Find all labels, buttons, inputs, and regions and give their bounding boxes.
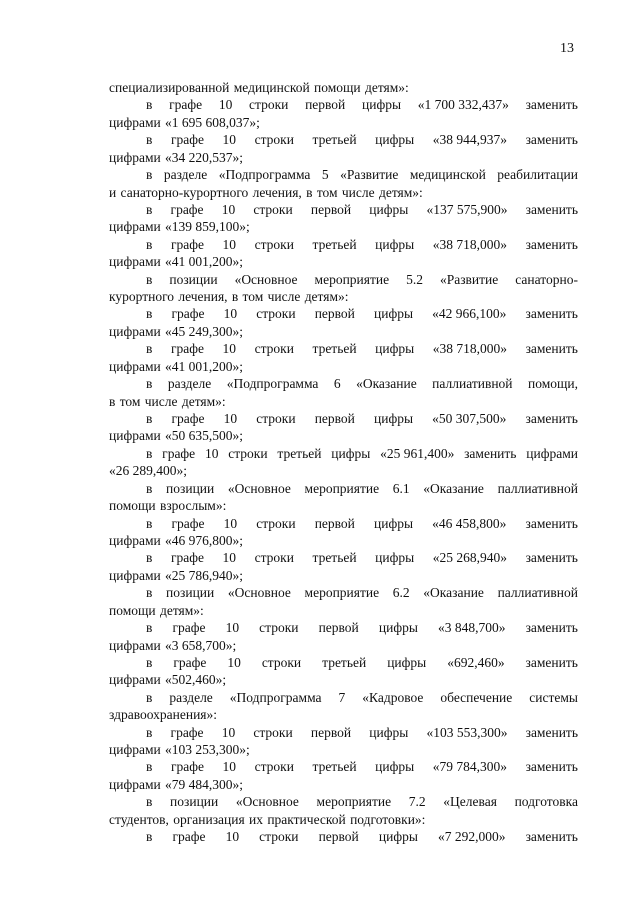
word: в	[146, 376, 153, 392]
text-line	[109, 96, 578, 113]
text-line	[109, 271, 578, 288]
word: мероприятие	[314, 271, 390, 287]
word: том	[316, 184, 338, 200]
text-line	[109, 793, 578, 810]
word: «26 289,400»;	[109, 463, 188, 479]
word: позиции	[169, 271, 218, 287]
word: «Основное	[227, 480, 291, 496]
word: заменить	[525, 132, 578, 148]
word: «103 253,300»;	[165, 742, 250, 758]
text-line	[109, 253, 578, 270]
word: 10	[222, 341, 237, 357]
word: заменить	[525, 411, 578, 427]
word: заменить	[525, 306, 578, 322]
word: специализированной	[109, 80, 230, 95]
word: детям»:	[159, 602, 204, 618]
word: цифрами	[109, 637, 161, 653]
word: 5	[321, 167, 329, 183]
word: третьей	[312, 132, 357, 148]
word: числе	[267, 289, 301, 305]
word: «103 553,300»	[426, 724, 508, 740]
word: строки	[228, 445, 268, 461]
word: в	[146, 411, 153, 427]
word: «38 718,000»	[432, 236, 507, 252]
word: паллиативной	[497, 480, 578, 496]
word: «502,460»;	[165, 672, 227, 688]
word: разделе	[167, 376, 212, 392]
word: 10	[223, 515, 238, 531]
word: «42 966,100»	[432, 306, 507, 322]
word: заменить	[525, 236, 578, 252]
word: 10	[222, 236, 237, 252]
word: в	[146, 585, 153, 601]
word: графе	[172, 620, 206, 636]
word: 10	[222, 550, 237, 566]
word: 10	[222, 759, 237, 775]
word: третьей	[322, 654, 367, 670]
word: 10	[221, 724, 236, 740]
word: графе	[171, 515, 205, 531]
word: третьей	[312, 550, 357, 566]
word: мероприятие	[304, 585, 380, 601]
word: «137 575,900»	[426, 201, 508, 217]
word: детям»:	[364, 80, 409, 95]
word: заменить	[525, 515, 578, 531]
word: 10	[223, 306, 238, 322]
word: здравоохранения»:	[109, 707, 218, 723]
word: графе	[169, 97, 203, 113]
word: 5.2	[406, 271, 423, 287]
text-line	[109, 445, 578, 462]
word: «Основное	[235, 794, 299, 810]
word: «Подпрограмма	[229, 689, 322, 705]
word: «Основное	[234, 271, 298, 287]
word: цифры	[374, 411, 414, 427]
word: «45 249,300»;	[165, 323, 244, 339]
word: цифрами	[109, 254, 161, 270]
word: реабилитации	[497, 167, 578, 183]
word: и	[109, 184, 117, 200]
word: паллиативной	[497, 585, 578, 601]
text-line	[109, 166, 578, 183]
word: строки	[254, 132, 294, 148]
word: 10	[225, 829, 240, 845]
text-line	[109, 218, 578, 235]
text-line	[109, 393, 578, 410]
word: 10	[225, 620, 240, 636]
word: подготовка	[514, 794, 578, 810]
word: позиции	[170, 794, 219, 810]
word: в	[146, 306, 153, 322]
word: обеспечение	[440, 689, 513, 705]
word: первой	[314, 515, 355, 531]
word: 6	[333, 376, 341, 392]
word: цифры	[378, 829, 418, 845]
text-line	[109, 776, 578, 793]
word: в	[146, 97, 153, 113]
word: «3 658,700»;	[165, 637, 237, 653]
text-line	[109, 184, 578, 201]
word: в	[146, 689, 153, 705]
word: в	[146, 132, 153, 148]
word: «34 220,537»;	[165, 149, 244, 165]
word: в	[146, 445, 153, 461]
text-line	[109, 741, 578, 758]
word: в	[146, 341, 153, 357]
word: детям»:	[181, 393, 226, 409]
word: «Основное	[227, 585, 291, 601]
word: графе	[173, 654, 207, 670]
word: в	[146, 201, 153, 217]
word: заменить	[525, 620, 578, 636]
word: цифрами	[109, 532, 161, 548]
word: цифрами	[109, 114, 161, 130]
word: 10	[218, 97, 233, 113]
word: 10	[227, 654, 241, 670]
word: курортного	[109, 289, 175, 305]
word: цифрами	[109, 149, 161, 165]
word: графе	[172, 829, 206, 845]
word: санаторно-курортного	[120, 184, 249, 200]
text-line	[109, 567, 578, 584]
word: в	[146, 620, 153, 636]
word: первой	[310, 724, 352, 740]
document-body	[109, 79, 578, 846]
word: «79 784,300»	[432, 759, 507, 775]
text-line	[109, 236, 578, 253]
word: мероприятие	[304, 480, 380, 496]
word: «50 635,500»;	[165, 428, 244, 444]
word: «1 700 332,437»	[417, 97, 509, 113]
word: подготовки»:	[350, 811, 426, 827]
word: графе	[170, 132, 204, 148]
word: организация	[173, 811, 245, 827]
text-line	[109, 201, 578, 218]
word: паллиативной	[432, 376, 513, 392]
word: «46 458,800»	[432, 515, 507, 531]
text-line	[109, 480, 578, 497]
word: цифры	[362, 97, 402, 113]
word: в	[231, 289, 239, 305]
word: 10	[223, 411, 238, 427]
text-line	[109, 584, 578, 601]
word: помощи	[109, 602, 156, 618]
text-line	[109, 427, 578, 444]
word: том	[242, 289, 264, 305]
word: строки	[249, 97, 289, 113]
word: «692,460»	[447, 654, 505, 670]
word: «3 848,700»	[437, 620, 506, 636]
text-line	[109, 497, 578, 514]
word: цифры	[375, 341, 415, 357]
word: графе	[170, 201, 204, 217]
page-number: 13	[560, 41, 574, 56]
word: цифры	[387, 654, 427, 670]
word: строки	[256, 306, 296, 322]
word: цифры	[378, 620, 418, 636]
word: помощи,	[527, 376, 578, 392]
word: 7.2	[408, 794, 426, 810]
word: числе	[144, 393, 178, 409]
text-line	[109, 149, 578, 166]
text-line	[109, 375, 578, 392]
word: медицинской	[409, 167, 486, 183]
word: заменить	[464, 445, 517, 461]
word: «Развитие	[340, 167, 399, 183]
word: «Целевая	[443, 794, 497, 810]
text-line	[109, 706, 578, 723]
word: «Оказание	[423, 585, 484, 601]
word: заменить	[525, 759, 578, 775]
word: «79 484,300»;	[165, 776, 244, 792]
word: в	[146, 654, 153, 670]
word: «25 786,940»;	[165, 567, 244, 583]
word: взрослым»:	[159, 498, 227, 514]
text-line	[109, 671, 578, 688]
word: строки	[259, 829, 299, 845]
word: 7	[338, 689, 346, 705]
word: цифры	[375, 132, 415, 148]
word: строки	[256, 515, 296, 531]
word: медицинской	[233, 80, 310, 95]
word: цифры	[374, 515, 414, 531]
word: цифры	[375, 759, 415, 775]
word: заменить	[525, 654, 578, 670]
word: цифры	[374, 306, 414, 322]
word: 10	[221, 201, 236, 217]
text-line	[109, 689, 578, 706]
word: санаторно-	[515, 271, 578, 287]
word: «Подпрограмма	[218, 167, 311, 183]
word: графе	[170, 724, 204, 740]
text-line	[109, 811, 578, 828]
text-line	[109, 131, 578, 148]
word: в	[146, 236, 153, 252]
text-line	[109, 549, 578, 566]
word: позиции	[166, 585, 215, 601]
text-line	[109, 828, 578, 845]
word: «Оказание	[356, 376, 417, 392]
word: помощи	[109, 498, 156, 514]
word: лечения,	[178, 289, 228, 305]
word: цифрами	[109, 358, 161, 374]
word: третьей	[312, 759, 357, 775]
text-line	[109, 358, 578, 375]
word: разделе	[169, 689, 213, 705]
word: «Подпрограмма	[226, 376, 319, 392]
word: в	[146, 724, 153, 740]
text-line	[109, 654, 578, 671]
word: «41 001,200»;	[165, 358, 244, 374]
word: «Оказание	[423, 480, 484, 496]
word: заменить	[525, 341, 578, 357]
word: третьей	[277, 445, 322, 461]
word: 6.2	[392, 585, 410, 601]
word: в	[146, 167, 153, 183]
word: строки	[253, 724, 293, 740]
word: «1 695 608,037»;	[165, 114, 260, 130]
word: строки	[253, 201, 293, 217]
word: «Кадровое	[362, 689, 424, 705]
word: 10	[222, 132, 237, 148]
word: графе	[170, 759, 204, 775]
text-line	[109, 637, 578, 654]
word: в	[146, 829, 153, 845]
word: строки	[254, 236, 294, 252]
text-line	[109, 758, 578, 775]
word: цифрами	[109, 776, 161, 792]
word: детям»:	[304, 289, 349, 305]
word: «41 001,200»;	[165, 254, 244, 270]
word: третьей	[312, 236, 357, 252]
text-line	[109, 532, 578, 549]
word: первой	[310, 201, 352, 217]
text-line	[109, 724, 578, 741]
word: «50 307,500»	[432, 411, 507, 427]
word: в	[146, 759, 153, 775]
word: «46 976,800»;	[165, 532, 244, 548]
word: первой	[314, 306, 355, 322]
word: цифрами	[109, 672, 161, 688]
word: заменить	[525, 829, 578, 845]
text-line	[109, 288, 578, 305]
word: первой	[305, 97, 346, 113]
word: 10	[204, 445, 219, 461]
word: строки	[254, 550, 294, 566]
word: цифрами	[526, 445, 578, 461]
text-line	[109, 114, 578, 131]
word: графе	[171, 411, 205, 427]
word: строки	[254, 759, 294, 775]
word: мероприятие	[316, 794, 392, 810]
word: цифры	[369, 201, 409, 217]
word: «38 718,000»	[432, 341, 507, 357]
word: лечения,	[252, 184, 302, 200]
word: позиции	[166, 480, 215, 496]
word: цифры	[375, 550, 415, 566]
text-line	[109, 340, 578, 357]
text-line	[109, 79, 578, 96]
word: в	[146, 515, 153, 531]
text-line	[109, 462, 578, 479]
word: «139 859,100»;	[165, 219, 250, 235]
text-line	[109, 619, 578, 636]
word: в	[109, 393, 116, 409]
word: практической	[267, 811, 346, 827]
word: их	[249, 811, 263, 827]
word: заменить	[525, 550, 578, 566]
word: в	[146, 271, 153, 287]
word: строки	[261, 654, 302, 670]
text-line	[109, 602, 578, 619]
word: графе	[171, 306, 205, 322]
word: третьей	[312, 341, 357, 357]
word: студентов,	[109, 811, 169, 827]
word: том	[119, 393, 141, 409]
word: строки	[256, 411, 296, 427]
word: цифрами	[109, 742, 161, 758]
word: строки	[259, 620, 299, 636]
word: заменить	[525, 201, 578, 217]
word: цифрами	[109, 219, 161, 235]
word: числе	[341, 184, 375, 200]
word: заменить	[525, 97, 578, 113]
word: графе	[170, 550, 204, 566]
word: «7 292,000»	[437, 829, 506, 845]
word: графе	[170, 236, 204, 252]
word: цифрами	[109, 567, 161, 583]
word: первой	[314, 411, 355, 427]
word: заменить	[525, 724, 578, 740]
text-line	[109, 305, 578, 322]
word: 6.1	[392, 480, 410, 496]
word: цифры	[375, 236, 415, 252]
word: детям»:	[378, 184, 423, 200]
word: строки	[254, 341, 294, 357]
word: в	[146, 794, 153, 810]
word: в	[146, 480, 153, 496]
word: первой	[318, 620, 359, 636]
word: цифры	[331, 445, 371, 461]
text-line	[109, 410, 578, 427]
word: «25 268,940»	[432, 550, 507, 566]
word: системы	[529, 689, 578, 705]
word: цифрами	[109, 323, 161, 339]
word: разделе	[163, 167, 208, 183]
text-line	[109, 515, 578, 532]
word: в	[306, 184, 313, 200]
text-line	[109, 323, 578, 340]
word: помощи	[314, 80, 361, 95]
word: графе	[170, 341, 204, 357]
word: в	[146, 550, 153, 566]
word: первой	[318, 829, 359, 845]
word: цифрами	[109, 428, 161, 444]
word: «Развитие	[439, 271, 499, 287]
word: «38 944,937»	[432, 132, 507, 148]
word: «25 961,400»	[380, 445, 455, 461]
word: графе	[162, 445, 196, 461]
word: цифры	[369, 724, 409, 740]
